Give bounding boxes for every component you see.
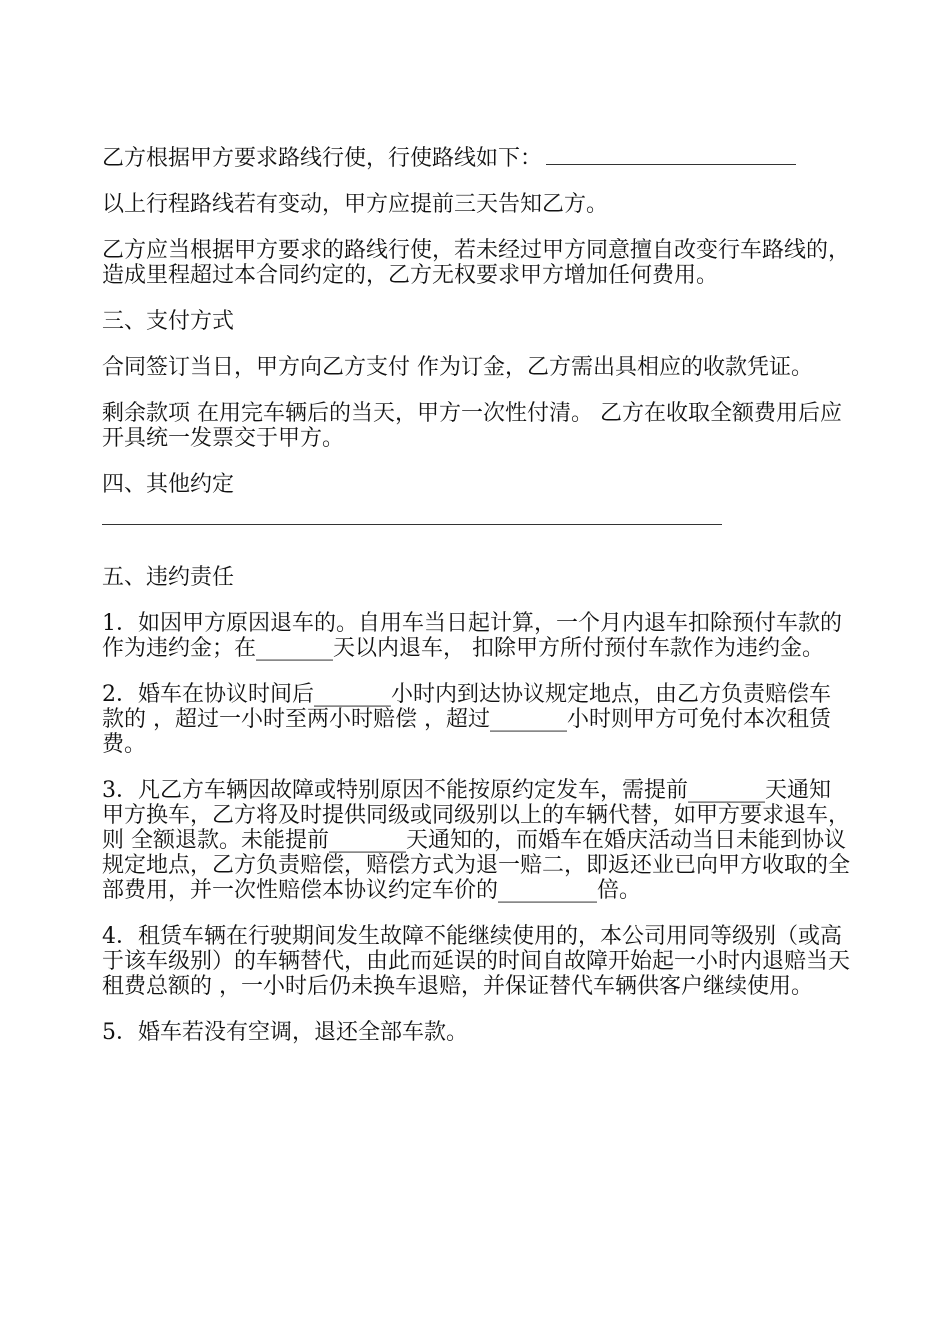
section-heading-breach: 五、违约责任 bbox=[102, 565, 235, 590]
route-detour-paragraph: 乙方应当根据甲方要求的路线行使，若未经过甲方同意擅自改变行车路线的，造成里程超过本合同约定的，乙方无权要求甲方增加任何费用。 bbox=[102, 238, 851, 288]
route-blank-line bbox=[546, 146, 796, 165]
breach-clause-1: 1．如因甲方原因退车的。自用车当日起计算，一个月内退车扣除预付车款的 作为违约金；在_______天以内退车， 扣除甲方所付预付车款作为违约金。 bbox=[102, 611, 849, 661]
payment-deposit-paragraph: 合同签订当日，甲方向乙方支付 作为订金，乙方需出具相应的收款凭证。 bbox=[102, 355, 813, 380]
document-body bbox=[102, 146, 852, 1066]
section-heading-payment: 三、支付方式 bbox=[102, 309, 235, 334]
other-terms-blank-line bbox=[102, 523, 722, 525]
breach-clause-2: 2．婚车在协议时间后_______小时内到达协议规定地点，由乙方负责赔偿车款的 ，超过一小时至两小时赔偿 ，超过_______小时则甲方可免付本次租赁费。 bbox=[102, 682, 831, 757]
breach-clause-5: 5．婚车若没有空调，退还全部车款。 bbox=[102, 1020, 468, 1045]
section-heading-other: 四、其他约定 bbox=[102, 472, 235, 497]
route-change-paragraph: 以上行程路线若有变动，甲方应提前三天告知乙方。 bbox=[102, 192, 609, 217]
route-text: 乙方根据甲方要求路线行使，行使路线如下： bbox=[102, 146, 543, 171]
breach-clause-4: 4．租赁车辆在行驶期间发生故障不能继续使用的，本公司用同等级别（或高于该车级别）的车辆替代，由此而延误的时间自故障开始起一小时内退赔当天租费总额的 ，一小时后仍未换车退赔，并保证替代车辆供客户继续使用。 bbox=[102, 924, 851, 999]
breach-clause-3: 3．凡乙方车辆因故障或特别原因不能按原约定发车，需提前_______天通知甲方换车，乙方将及时提供同级或同级别以上的车辆代替，如甲方要求退车，则 全额退款。未能提前_______天通知的，而婚车在婚庆活动当日未能到协议规定地点，乙方负责赔偿，赔偿方式为退一赔二，即返还业已向甲方收取的全部费用，并一次性赔偿本协议约定车价的_________倍。 bbox=[102, 778, 851, 903]
route-paragraph bbox=[102, 146, 852, 171]
payment-balance-paragraph: 剩余款项 在用完车辆后的当天，甲方一次性付清。 乙方在收取全额费用后应开具统一发票交于甲方。 bbox=[102, 401, 842, 451]
